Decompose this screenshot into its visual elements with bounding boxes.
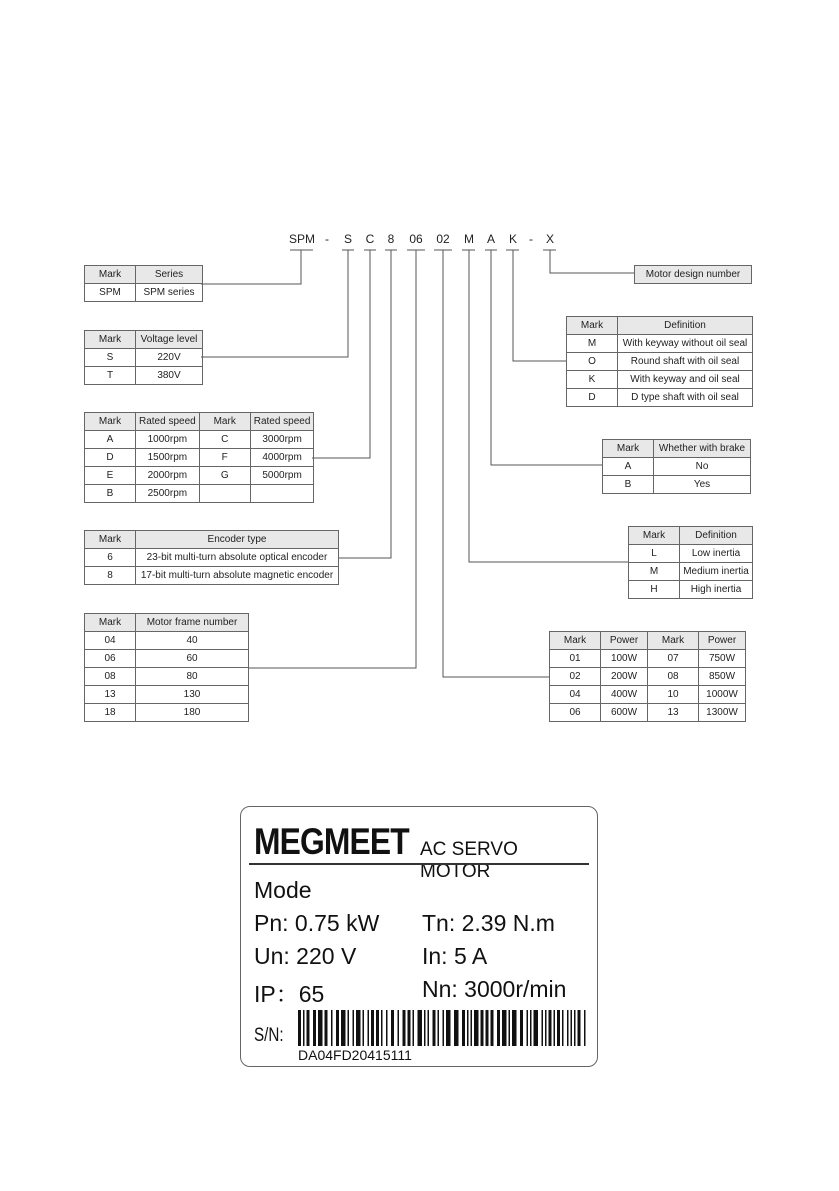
frame-cell: 04 <box>85 632 136 650</box>
speed-cell: E <box>85 467 136 485</box>
code-segment: K <box>508 232 518 246</box>
series-table <box>84 265 203 302</box>
power-cell: 04 <box>550 686 601 704</box>
speed-cell: 3000rpm <box>250 431 314 449</box>
series-cell: SPM <box>85 284 136 302</box>
power-cell: 1300W <box>699 704 746 722</box>
inertia-cell: High inertia <box>680 581 753 599</box>
power-cell: 200W <box>601 668 648 686</box>
shaft-header-mark: Mark <box>567 317 618 335</box>
brake-table <box>602 439 751 494</box>
speed-cell: 1000rpm <box>136 431 200 449</box>
speed-header-mark: Mark <box>199 413 250 431</box>
model-code <box>289 232 554 246</box>
brake-cell: Yes <box>654 476 751 494</box>
series-header-series: Series <box>136 266 203 284</box>
power-cell: 400W <box>601 686 648 704</box>
mode-text: Mode <box>254 877 312 903</box>
frame-cell: 18 <box>85 704 136 722</box>
encoder-cell: 6 <box>85 549 136 567</box>
sn-label: S/N: <box>254 1025 284 1046</box>
code-segment: 8 <box>387 232 395 246</box>
inertia-cell: H <box>629 581 680 599</box>
power-cell: 600W <box>601 704 648 722</box>
power-cell: 08 <box>648 668 699 686</box>
voltage-cell: 380V <box>136 367 203 385</box>
speed-header-mark: Mark <box>85 413 136 431</box>
shaft-table <box>566 316 753 407</box>
code-segment: SPM <box>288 232 316 246</box>
label-divider <box>249 863 589 865</box>
encoder-cell: 23-bit multi-turn absolute optical encoder <box>136 549 339 567</box>
shaft-cell: K <box>567 371 618 389</box>
frame-header-mark: Mark <box>85 614 136 632</box>
rated-speed-table <box>84 412 314 503</box>
frame-cell: 13 <box>85 686 136 704</box>
voltage-cell: 220V <box>136 349 203 367</box>
speed-cell: 2000rpm <box>136 467 200 485</box>
shaft-cell: M <box>567 335 618 353</box>
brake-cell: No <box>654 458 751 476</box>
inertia-header-definition: Definition <box>680 527 753 545</box>
code-segment: 06 <box>409 232 423 246</box>
speed-cell: G <box>199 467 250 485</box>
power-header-mark: Mark <box>550 632 601 650</box>
speed-cell: B <box>85 485 136 503</box>
voltage-table <box>84 330 203 385</box>
series-header-mark: Mark <box>85 266 136 284</box>
encoder-header-type: Encoder type <box>136 531 339 549</box>
code-segment: S <box>343 232 353 246</box>
shaft-cell: With keyway without oil seal <box>618 335 753 353</box>
power-cell: 02 <box>550 668 601 686</box>
voltage-cell: S <box>85 349 136 367</box>
frame-cell: 180 <box>136 704 249 722</box>
inertia-cell: Medium inertia <box>680 563 753 581</box>
inertia-table <box>628 526 753 599</box>
voltage-header-mark: Mark <box>85 331 136 349</box>
tn-text: Tn: 2.39 N.m <box>422 910 555 936</box>
code-segment: C <box>365 232 375 246</box>
code-segment: A <box>486 232 496 246</box>
encoder-cell: 17-bit multi-turn absolute magnetic encoder <box>136 567 339 585</box>
voltage-cell: T <box>85 367 136 385</box>
nameplate-label <box>240 806 598 1067</box>
brake-header-brake: Whether with brake <box>654 440 751 458</box>
speed-header-speed: Rated speed <box>250 413 314 431</box>
speed-cell: 5000rpm <box>250 467 314 485</box>
code-separator: - <box>325 232 329 246</box>
power-cell: 1000W <box>699 686 746 704</box>
frame-cell: 08 <box>85 668 136 686</box>
shaft-cell: Round shaft with oil seal <box>618 353 753 371</box>
frame-cell: 40 <box>136 632 249 650</box>
design-label: Motor design number <box>635 266 752 284</box>
speed-cell: 1500rpm <box>136 449 200 467</box>
product-subtitle: AC SERVO MOTOR <box>420 839 518 882</box>
voltage-header-level: Voltage level <box>136 331 203 349</box>
speed-cell: A <box>85 431 136 449</box>
series-cell: SPM series <box>136 284 203 302</box>
speed-cell: C <box>199 431 250 449</box>
pn-text: Pn: 0.75 kW <box>254 910 380 936</box>
speed-cell: D <box>85 449 136 467</box>
speed-cell: 4000rpm <box>250 449 314 467</box>
power-cell: 07 <box>648 650 699 668</box>
frame-cell: 60 <box>136 650 249 668</box>
shaft-cell: D <box>567 389 618 407</box>
inertia-cell: M <box>629 563 680 581</box>
frame-header-number: Motor frame number <box>136 614 249 632</box>
speed-header-speed: Rated speed <box>136 413 200 431</box>
barcode-image <box>298 1010 590 1046</box>
power-cell: 100W <box>601 650 648 668</box>
power-header-power: Power <box>601 632 648 650</box>
speed-cell: 2500rpm <box>136 485 200 503</box>
sn-value: DA04FD20415111 <box>298 1047 412 1063</box>
in-text: In: 5 A <box>422 943 488 969</box>
speed-cell: F <box>199 449 250 467</box>
brake-cell: A <box>603 458 654 476</box>
power-cell: 10 <box>648 686 699 704</box>
power-table <box>549 631 746 722</box>
ip-text: IP：65 <box>254 981 325 1007</box>
frame-cell: 80 <box>136 668 249 686</box>
code-segment: M <box>464 232 474 246</box>
power-cell: 01 <box>550 650 601 668</box>
brand-logo: MEGMEET <box>254 821 409 862</box>
power-cell: 750W <box>699 650 746 668</box>
power-cell: 850W <box>699 668 746 686</box>
power-header-power: Power <box>699 632 746 650</box>
brake-header-mark: Mark <box>603 440 654 458</box>
shaft-header-definition: Definition <box>618 317 753 335</box>
speed-cell <box>250 485 314 503</box>
power-cell: 13 <box>648 704 699 722</box>
shaft-cell: O <box>567 353 618 371</box>
inertia-cell: L <box>629 545 680 563</box>
motor-frame-table <box>84 613 249 722</box>
encoder-header-mark: Mark <box>85 531 136 549</box>
encoder-cell: 8 <box>85 567 136 585</box>
speed-cell <box>199 485 250 503</box>
code-segment: 02 <box>436 232 450 246</box>
brake-cell: B <box>603 476 654 494</box>
frame-cell: 06 <box>85 650 136 668</box>
inertia-cell: Low inertia <box>680 545 753 563</box>
code-separator: - <box>529 232 533 246</box>
frame-cell: 130 <box>136 686 249 704</box>
code-segment: X <box>545 232 555 246</box>
nn-text: Nn: 3000r/min <box>422 976 567 1002</box>
power-cell: 06 <box>550 704 601 722</box>
shaft-cell: With keyway and oil seal <box>618 371 753 389</box>
encoder-table <box>84 530 339 585</box>
un-text: Un: 220 V <box>254 943 357 969</box>
motor-design-box <box>634 265 752 284</box>
inertia-header-mark: Mark <box>629 527 680 545</box>
shaft-cell: D type shaft with oil seal <box>618 389 753 407</box>
power-header-mark: Mark <box>648 632 699 650</box>
